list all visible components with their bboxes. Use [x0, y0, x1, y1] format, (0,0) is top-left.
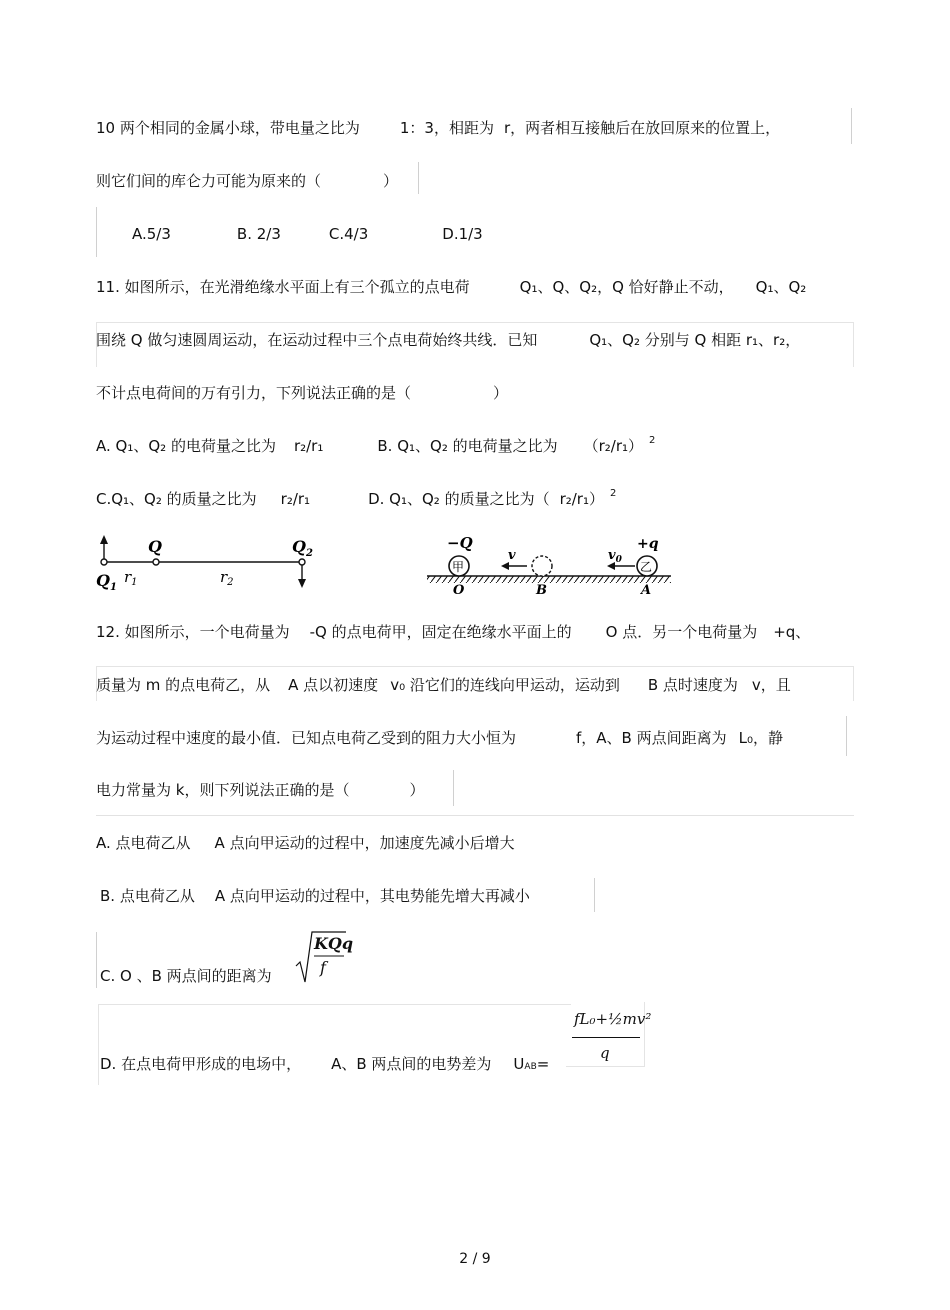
formula-d-denominator: q — [600, 1044, 610, 1062]
charge-q2-dot — [299, 559, 305, 565]
divider — [96, 932, 97, 988]
q12-option-a: A. 点电荷乙从 A 点向甲运动的过程中，加速度先减小后增大 — [96, 834, 515, 852]
divider — [96, 815, 854, 816]
q10-options: A.5/3 B. 2/3 C.4/3 D.1/3 — [132, 225, 483, 243]
formula-c-numerator: KQq — [314, 934, 354, 953]
q12-line2: 质量为 m 的点电荷乙，从 A 点以初速度 v₀ 沿它们的连线向甲运动，运动到 B 点时速度为 v，且 — [96, 676, 791, 694]
q12-option-c: C. O 、B 两点间的距离为 — [100, 967, 272, 985]
q12-line1: 12. 如图所示，一个电荷量为 -Q 的点电荷甲，固定在绝缘水平面上的 O 点．另一个电荷量为 +q、 — [96, 623, 811, 641]
divider — [418, 162, 419, 194]
divider — [453, 770, 454, 806]
divider — [96, 207, 97, 257]
q10-line2: 则它们间的库仑力可能为原来的（ ） — [96, 172, 399, 190]
label-a: A — [641, 583, 652, 598]
q11-options-cd: C.Q₁、Q₂ 的质量之比为 r₂/r₁ D. Q₁、Q₂ 的质量之比为（ r₂/r₁） $^2$ — [96, 488, 617, 508]
label-pos-q: +q — [637, 536, 659, 552]
q12-option-d: D. 在点电荷甲形成的电场中， A、B 两点间的电势差为 UAB= — [100, 1055, 550, 1073]
q11-options-ab: A. Q₁、Q₂ 的电荷量之比为 r₂/r₁ B. Q₁、Q₂ 的电荷量之比为 （r₂/r₁） $^2$ — [96, 435, 656, 455]
divider — [851, 108, 852, 144]
label-r2: $r_2$ — [220, 568, 234, 588]
label-v0: $v_0$ — [608, 548, 622, 565]
ground-hatch — [427, 576, 671, 583]
formula-d-numerator: fL₀+½mv² — [574, 1010, 652, 1028]
arrow-up-head-icon — [100, 535, 108, 544]
label-jia: 甲 — [452, 560, 465, 574]
arrow-down-head-icon — [298, 579, 306, 588]
figure-charges-line — [92, 528, 332, 598]
charge-position-b — [532, 556, 552, 576]
label-v: v — [508, 548, 516, 563]
arrow-left-head-icon — [501, 562, 509, 570]
formula-c-denominator: f — [320, 958, 326, 977]
label-q: Q — [148, 537, 162, 556]
label-yi: 乙 — [640, 560, 653, 574]
charge-q-dot — [153, 559, 159, 565]
q12-line3: 为运动过程中速度的最小值．已知点电荷乙受到的阻力大小恒为 f，A、B 两点间距离为 L₀，静 — [96, 729, 783, 747]
q11-line1: 11. 如图所示，在光滑绝缘水平面上有三个孤立的点电荷 Q₁、Q、Q₂，Q 恰好静止不动， Q₁、Q₂ — [96, 278, 807, 296]
q10-line1: 10 两个相同的金属小球，带电量之比为 1：3，相距为 r，两者相互接触后在放回原来的位置上， — [96, 119, 781, 137]
arrow-left-head-icon — [607, 562, 615, 570]
label-r1: $r_1$ — [124, 568, 138, 588]
label-neg-q: −Q — [447, 534, 473, 552]
divider — [594, 878, 595, 912]
q11-line3: 不计点电荷间的万有引力，下列说法正确的是（ ） — [96, 384, 509, 402]
page-number: 2 / 9 — [459, 1251, 491, 1267]
label-o: O — [453, 583, 465, 598]
charge-q1-dot — [101, 559, 107, 565]
label-q1: $Q_1$ — [96, 571, 117, 593]
q12-line4: 电力常量为 k，则下列说法正确的是（ ） — [96, 781, 425, 799]
fraction-bar — [572, 1037, 640, 1038]
label-q2: $Q_2$ — [292, 537, 313, 559]
figure-charges-ground — [425, 534, 675, 598]
q11-line2: 围绕 Q 做匀速圆周运动，在运动过程中三个点电荷始终共线．已知 Q₁、Q₂ 分别与 Q 相距 r₁、r₂， — [96, 331, 801, 349]
q12-option-b: B. 点电荷乙从 A 点向甲运动的过程中，其电势能先增大再减小 — [100, 887, 530, 905]
divider — [846, 716, 847, 756]
label-b: B — [536, 583, 547, 598]
